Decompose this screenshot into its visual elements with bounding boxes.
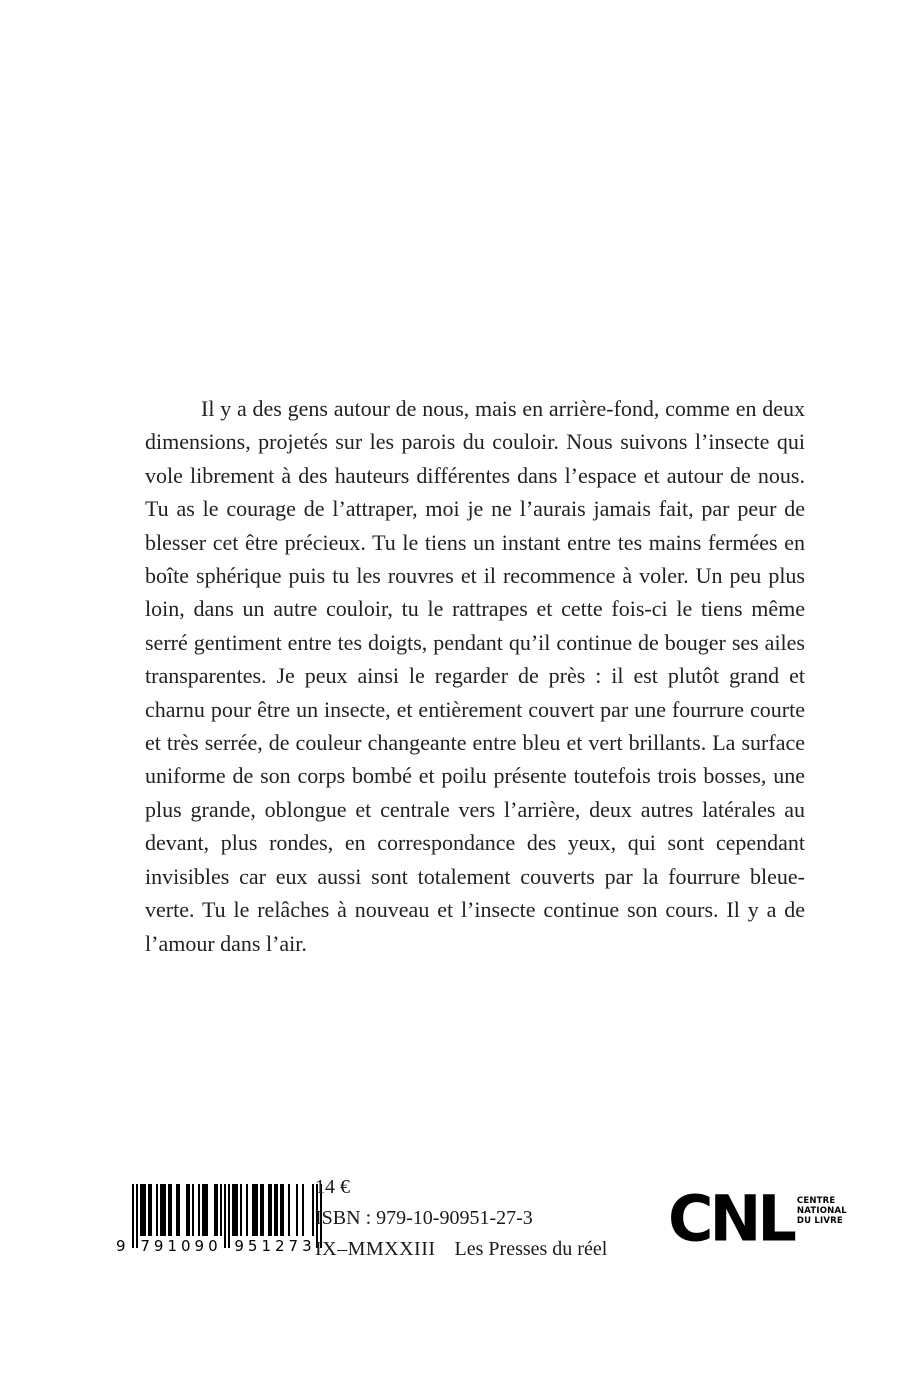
edition-line	[315, 1234, 607, 1265]
barcode-number	[116, 1237, 328, 1255]
colophon	[315, 1172, 607, 1265]
edition-date: IX–MMXXIII	[315, 1238, 436, 1260]
cnl-subtext-line-1: CENTRE	[796, 1196, 836, 1206]
price: 14 €	[315, 1176, 350, 1198]
blurb-text: Il y a des gens autour de nous, mais en arrière-fond, comme en deux dimensions, projetés sur les parois du couloir. Nous suivons l’insecte qui vole librement à des hauteurs différentes dans l’espace et autour de nous. Tu as le courage de l’attraper, moi je ne l’aurais jamais fait, par peur de blesser cet être précieux. Tu le tiens un instant entre tes mains fermées en boîte sphérique puis tu les rouvres et il recommence à voler. Un peu plus loin, dans un autre couloir, tu le rattrapes et cette fois-ci le tiens même serré gentiment entre tes doigts, pendant qu’il continue de bouger ses ailes transparentes. Je peux ainsi le regarder de près : il est plutôt grand et charnu pour être un insecte, et entièrement couvert par une fourrure courte et très serrée, de couleur changeante entre bleu et vert brillants. La surface uniforme de son corps bombé et poilu présente toutefois trois bosses, une plus grande, oblongue et centrale vers l’arrière, deux autres latérales au devant, plus rondes, en correspondance des yeux, qui sont cependant invisibles car eux aussi sont totalement couverts par la fourrure bleue-verte. Tu le relâches à nouveau et l’insecte continue son cours. Il y a de l’amour dans l’air.	[145, 396, 805, 956]
cnl-logo	[668, 1181, 847, 1256]
cnl-subtext-line-3: DU LIVRE	[796, 1216, 843, 1226]
barcode-digit-lead: 9	[116, 1237, 126, 1255]
barcode-digits-left: 791090	[140, 1237, 222, 1255]
cnl-letters: CNL	[668, 1181, 793, 1256]
publisher-name: Les Presses du réel	[454, 1238, 608, 1260]
cnl-subtext-line-2: NATIONAL	[796, 1206, 847, 1216]
barcode-digits-right: 951273	[234, 1237, 316, 1255]
barcode	[116, 1184, 328, 1255]
isbn: ISBN : 979-10-90951-27-3	[315, 1207, 533, 1229]
cnl-subtext	[797, 1196, 847, 1226]
